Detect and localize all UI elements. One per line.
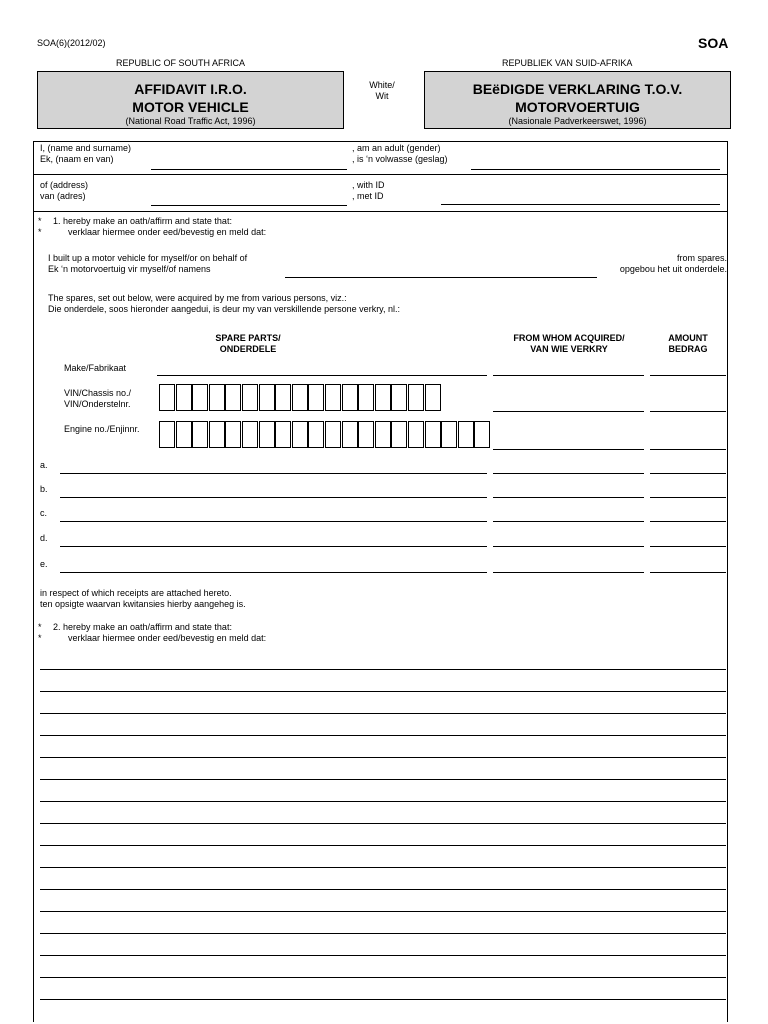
name-label-af: Ek, (naam en van)	[40, 154, 114, 164]
char-box[interactable]	[192, 384, 208, 411]
char-box[interactable]	[159, 421, 175, 448]
part-from-whom-field[interactable]	[493, 473, 644, 474]
char-box[interactable]	[458, 421, 474, 448]
char-box[interactable]	[159, 384, 175, 411]
char-box[interactable]	[441, 421, 457, 448]
char-box[interactable]	[408, 384, 424, 411]
address-label	[40, 180, 88, 202]
char-box[interactable]	[192, 421, 208, 448]
form-code: SOA(6)(2012/02)	[37, 38, 106, 48]
statement-line[interactable]	[40, 867, 726, 868]
col-spare-parts	[168, 333, 328, 355]
make-field[interactable]	[157, 375, 487, 376]
char-box[interactable]	[358, 384, 374, 411]
char-box[interactable]	[474, 421, 490, 448]
statement-line[interactable]	[40, 911, 726, 912]
acquired-label-af: Die onderdele, soos hieronder aangedui, is deur my van verskillende persone verkry, nl.:	[48, 304, 401, 314]
part-row-label: b.	[40, 484, 48, 494]
statement-line[interactable]	[40, 955, 726, 956]
id-label	[352, 180, 385, 202]
engine-label: Engine no./Enjinnr.	[64, 424, 140, 434]
statement-line[interactable]	[40, 713, 726, 714]
char-box[interactable]	[425, 421, 441, 448]
spares-label	[600, 253, 727, 275]
statement1-star-1: *	[38, 216, 42, 226]
statement2-star-2: *	[38, 633, 42, 643]
copy-label	[362, 80, 402, 102]
part-amount-field[interactable]	[650, 497, 726, 498]
republic-af: REPUBLIEK VAN SUID-AFRIKA	[502, 58, 633, 68]
vin-label	[64, 388, 131, 410]
republic-en: REPUBLIC OF SOUTH AFRICA	[116, 58, 246, 68]
char-box[interactable]	[408, 421, 424, 448]
char-box[interactable]	[325, 421, 341, 448]
char-box[interactable]	[275, 384, 291, 411]
statement1-star-2: *	[38, 227, 42, 237]
name-field[interactable]	[151, 169, 347, 170]
char-box[interactable]	[259, 421, 275, 448]
engine-boxes[interactable]	[159, 421, 491, 449]
char-box[interactable]	[292, 384, 308, 411]
title-en-2: MOTOR VEHICLE	[132, 99, 249, 115]
title-en-1: AFFIDAVIT I.R.O.	[134, 81, 247, 97]
make-label: Make/Fabrikaat	[64, 363, 127, 373]
char-box[interactable]	[209, 384, 225, 411]
statement-line[interactable]	[40, 779, 726, 780]
act-af: (Nasionale Padverkeerswet, 1996)	[508, 116, 647, 126]
name-label-en: I, (name and surname)	[40, 143, 132, 153]
col-spare-parts-af: ONDERDELE	[219, 344, 277, 354]
part-row-label: c.	[40, 508, 48, 518]
char-box[interactable]	[358, 421, 374, 448]
part-amount-field[interactable]	[650, 572, 726, 573]
char-box[interactable]	[325, 384, 341, 411]
part-description-field[interactable]	[60, 497, 487, 498]
col-spare-parts-en: SPARE PARTS/	[215, 333, 281, 343]
receipts-af: ten opsigte waarvan kwitansies hierby aangeheg is.	[40, 599, 246, 609]
part-description-field[interactable]	[60, 546, 487, 547]
part-description-field[interactable]	[60, 521, 487, 522]
receipts-en: in respect of which receipts are attached hereto.	[40, 588, 232, 598]
divider	[33, 211, 727, 212]
part-from-whom-field[interactable]	[493, 497, 644, 498]
make-from-whom-field[interactable]	[493, 375, 644, 376]
part-description-field[interactable]	[60, 473, 487, 474]
statement1-en: 1. hereby make an oath/affirm and state that:	[53, 216, 232, 226]
vin-label-af: VIN/Onderstelnr.	[64, 399, 131, 409]
spares-label-en: from spares.	[676, 253, 727, 263]
address-label-af: van (adres)	[40, 191, 86, 201]
col-amount-en: AMOUNT	[668, 333, 708, 343]
part-from-whom-field[interactable]	[493, 572, 644, 573]
col-from-whom	[492, 333, 646, 355]
part-amount-field[interactable]	[650, 521, 726, 522]
act-en: (National Road Traffic Act, 1996)	[125, 116, 256, 126]
behalf-of-field[interactable]	[285, 277, 597, 278]
char-box[interactable]	[342, 421, 358, 448]
part-row-label: d.	[40, 533, 48, 543]
built-label	[48, 253, 247, 275]
char-box[interactable]	[176, 384, 192, 411]
part-amount-field[interactable]	[650, 473, 726, 474]
char-box[interactable]	[391, 384, 407, 411]
char-box[interactable]	[275, 421, 291, 448]
engine-amount-field[interactable]	[650, 449, 726, 450]
built-label-af: Ek ‘n motorvoertuig vir myself/of namens	[48, 264, 211, 274]
char-box[interactable]	[176, 421, 192, 448]
statement-line[interactable]	[40, 801, 726, 802]
char-box[interactable]	[375, 384, 391, 411]
copy-en: White/	[369, 80, 395, 90]
part-row-label: a.	[40, 460, 48, 470]
address-label-en: of (address)	[40, 180, 89, 190]
address-field[interactable]	[151, 205, 347, 206]
vin-label-en: VIN/Chassis no./	[64, 388, 132, 398]
statement-line[interactable]	[40, 823, 726, 824]
vin-amount-field[interactable]	[650, 411, 726, 412]
statement2-af: verklaar hiermee onder eed/bevestig en meld dat:	[68, 633, 267, 643]
statement-line[interactable]	[40, 933, 726, 934]
char-box[interactable]	[225, 384, 241, 411]
id-field[interactable]	[441, 204, 720, 205]
char-box[interactable]	[259, 384, 275, 411]
char-box[interactable]	[225, 421, 241, 448]
name-label	[40, 143, 131, 165]
char-box[interactable]	[308, 384, 324, 411]
make-amount-field[interactable]	[650, 375, 726, 376]
char-box[interactable]	[425, 384, 441, 411]
title-box-en	[37, 71, 344, 129]
statement-line[interactable]	[40, 757, 726, 758]
part-from-whom-field[interactable]	[493, 546, 644, 547]
statement-line[interactable]	[40, 999, 726, 1000]
built-label-en: I built up a motor vehicle for myself/or on behalf of	[48, 253, 248, 263]
col-amount	[650, 333, 726, 355]
part-row-label: e.	[40, 559, 48, 569]
engine-from-whom-field[interactable]	[493, 449, 644, 450]
col-from-whom-en: FROM WHOM ACQUIRED/	[513, 333, 625, 343]
char-box[interactable]	[308, 421, 324, 448]
statement-line[interactable]	[40, 669, 726, 670]
title-af-1: BEëDIGDE VERKLARING T.O.V.	[472, 81, 683, 97]
soa-label: SOA	[698, 35, 729, 51]
spares-label-af: opgebou het uit onderdele.	[619, 264, 727, 274]
statement-line[interactable]	[40, 977, 726, 978]
col-from-whom-af: VAN WIE VERKRY	[530, 344, 608, 354]
vin-from-whom-field[interactable]	[493, 411, 644, 412]
id-label-af: , met ID	[352, 191, 384, 201]
acquired-label	[48, 293, 400, 315]
statement2-en: 2. hereby make an oath/affirm and state that:	[53, 622, 232, 632]
statement-line[interactable]	[40, 691, 726, 692]
adult-label	[352, 143, 448, 165]
divider	[33, 174, 727, 175]
char-box[interactable]	[375, 421, 391, 448]
char-box[interactable]	[209, 421, 225, 448]
receipts-label	[40, 588, 246, 610]
statement-line[interactable]	[40, 889, 726, 890]
adult-label-en: , am an adult (gender)	[352, 143, 441, 153]
char-box[interactable]	[391, 421, 407, 448]
char-box[interactable]	[242, 384, 258, 411]
statement1-af: verklaar hiermee onder eed/bevestig en meld dat:	[68, 227, 267, 237]
char-box[interactable]	[292, 421, 308, 448]
adult-label-af: , is ‘n volwasse (geslag)	[352, 154, 448, 164]
part-from-whom-field[interactable]	[493, 521, 644, 522]
char-box[interactable]	[242, 421, 258, 448]
col-amount-af: BEDRAG	[668, 344, 708, 354]
statement2-star-1: *	[38, 622, 42, 632]
part-amount-field[interactable]	[650, 546, 726, 547]
acquired-label-en: The spares, set out below, were acquired by me from various persons, viz.:	[48, 293, 347, 303]
copy-af: Wit	[375, 91, 389, 101]
id-label-en: , with ID	[352, 180, 385, 190]
statement-line[interactable]	[40, 735, 726, 736]
title-box-af	[424, 71, 731, 129]
statement-line[interactable]	[40, 845, 726, 846]
char-box[interactable]	[342, 384, 358, 411]
part-description-field[interactable]	[60, 572, 487, 573]
gender-field[interactable]	[471, 169, 720, 170]
title-af-2: MOTORVOERTUIG	[515, 99, 640, 115]
vin-boxes[interactable]	[159, 384, 441, 412]
